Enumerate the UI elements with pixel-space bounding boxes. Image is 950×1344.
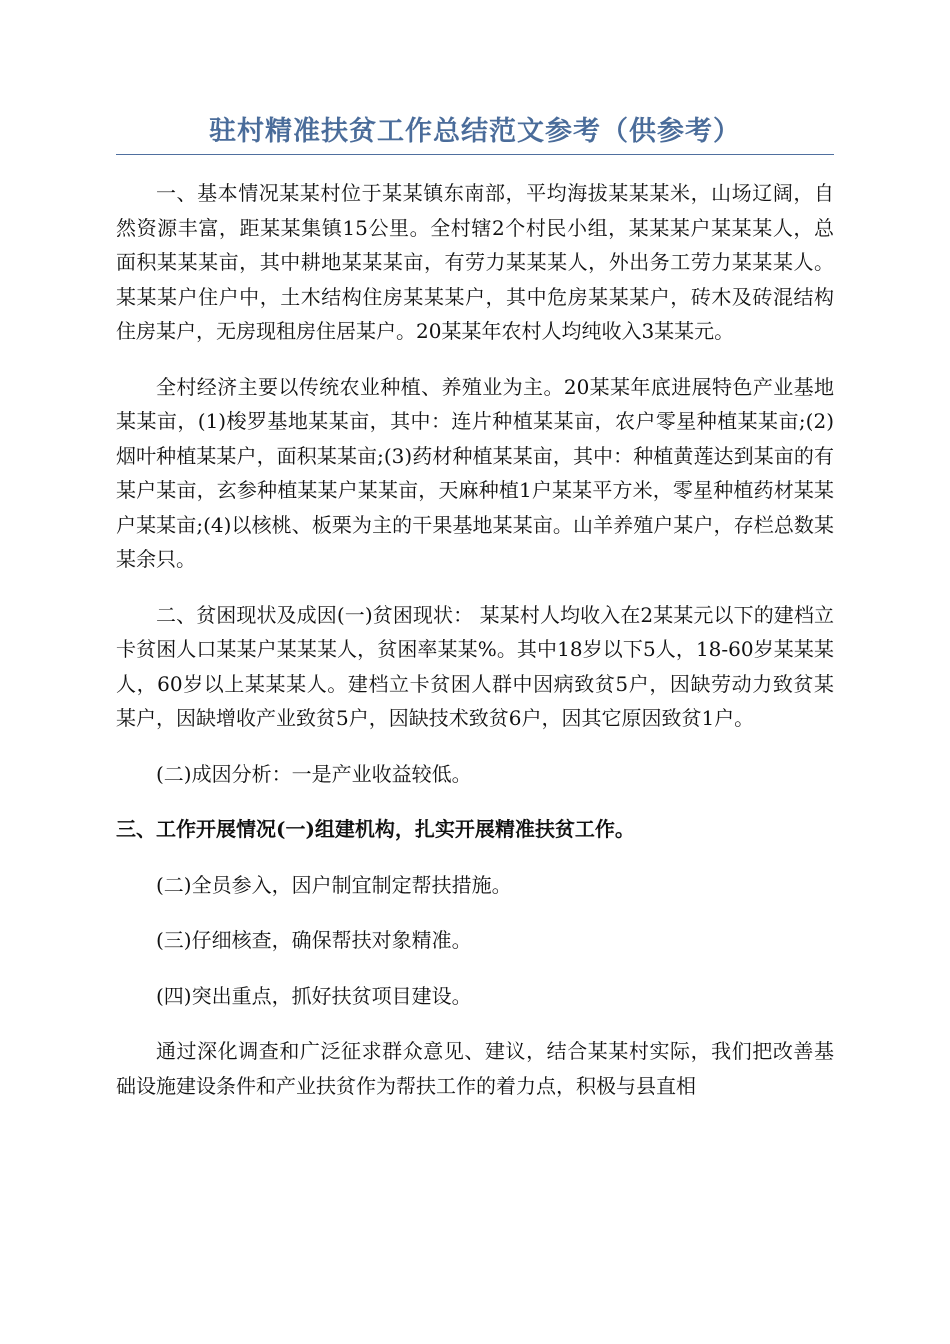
paragraph-village-economy: 全村经济主要以传统农业种植、养殖业为主。20某某年底进展特色产业基地某某亩，(1)梭罗基地某某亩，其中：连片种植某某亩，农户零星种植某某亩;(2)烟叶种植某某户，面积某某亩;(3)药材种植某某亩，其中：种植黄莲达到某亩的有某户某亩，玄参种植某某户某某亩，天麻种植1户某某平方米，零星种植药材某某户某某亩;(4)以核桃、板栗为主的干果基地某某亩。山羊养殖户某户，存栏总数某某余只。: [116, 374, 834, 571]
document-title: 驻村精准扶贫工作总结范文参考（供参考）: [209, 116, 741, 147]
paragraph-basic-situation: 一、基本情况某某村位于某某镇东南部，平均海拔某某某米，山场辽阔，自然资源丰富，距某某集镇15公里。全村辖2个村民小组，某某某户某某某人，总面积某某某亩，其中耕地某某某亩，有劳力某某某人，外出务工劳力某某某人。某某某户住户中，土木结构住房某某某户，其中危房某某某户，砖木及砖混结构住房某户，无房现租房住居某户。20某某年农村人均纯收入3某某元。: [116, 181, 834, 343]
paragraph-investigation: 通过深化调查和广泛征求群众意见、建议，结合某某村实际，我们把改善基础设施建设条件和产业扶贫作为帮扶工作的着力点，积极与县直相: [116, 1039, 834, 1098]
paragraph-cause-analysis: (二)成因分析：一是产业收益较低。: [156, 761, 472, 786]
document-body: [116, 176, 834, 1124]
paragraph-poverty-status: 二、贫困现状及成因(一)贫困现状： 某某村人均收入在2某某元以下的建档立卡贫困人口某某户某某某人，贫困率某某%。其中18岁以下5人，18-60岁某某某人，60岁以上某某某人。建档立卡贫困人群中因病致贫5户，因缺劳动力致贫某某户，因缺增收产业致贫5户，因缺技术致贫6户，因其它原因致贫1户。: [116, 602, 834, 730]
paragraph-key-projects: (四)突出重点，抓好扶贫项目建设。: [156, 983, 472, 1008]
paragraph-full-participation: (二)全员参入，因户制宜制定帮扶措施。: [156, 872, 512, 897]
paragraph-careful-verification: (三)仔细核查，确保帮扶对象精准。: [156, 928, 472, 952]
section-heading-work-progress: 三、工作开展情况(一)组建机构，扎实开展精准扶贫工作。: [116, 817, 635, 841]
title-underline: [116, 154, 834, 155]
